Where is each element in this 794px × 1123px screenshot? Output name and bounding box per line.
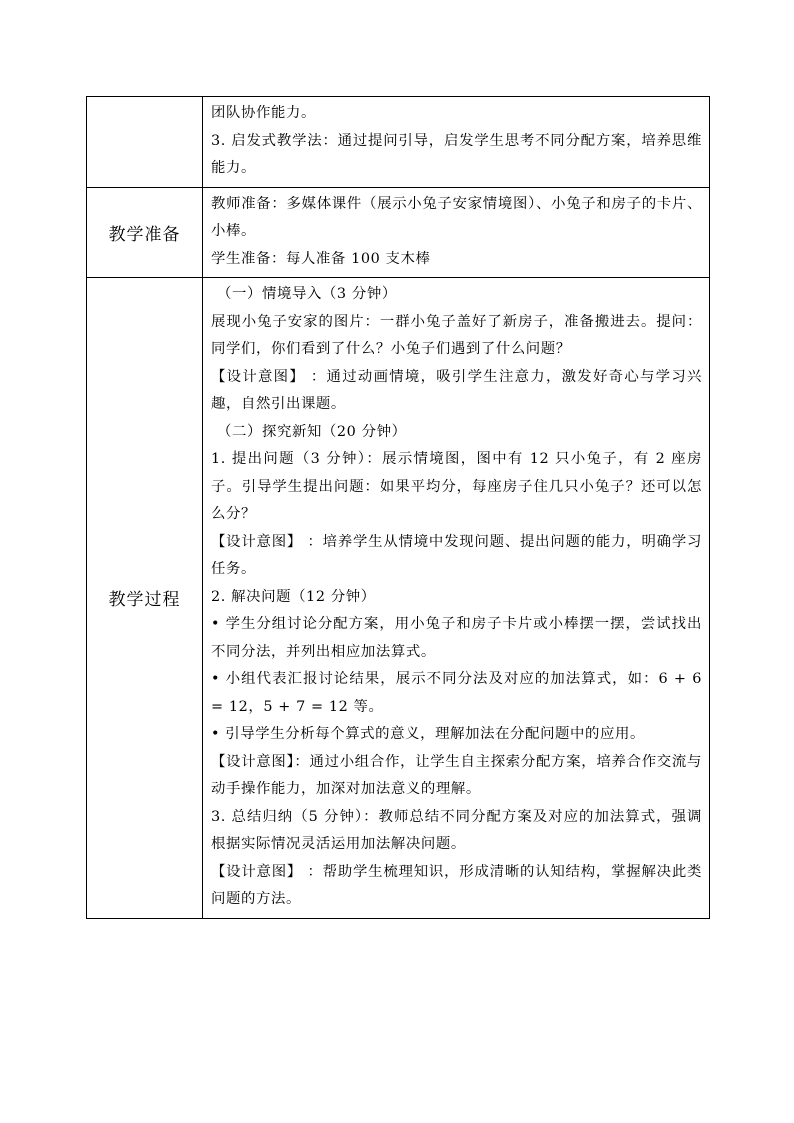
design-intent-paragraph: 【设计意图】 ：培养学生从情境中发现问题、提出问题的能力，明确学习任务。 [211,533,702,577]
table-row [87,187,710,278]
paragraph: 展现小兔子安家的图片：一群小兔子盖好了新房子，准备搬进去。提问：同学们，你们看到了什么？小兔子们遇到了什么问题？ [211,313,702,357]
row-content [203,187,710,278]
paragraph: 3. 总结归纳（5 分钟）：教师总结不同分配方案及对应的加法算式，强调根据实际情况灵活运用加法解决问题。 [211,808,702,852]
row-label-teaching-process: 教学过程 [87,278,203,919]
row-content [203,278,710,919]
table-row [87,97,710,188]
paragraph: 1. 提出问题（3 分钟）：展示情境图，图中有 12 只小兔子，有 2 座房子。引导学生提出问题：如果平均分，每座房子住几只小兔子？还可以怎么分？ [211,451,702,522]
bullet-item: • 引导学生分析每个算式的意义，理解加法在分配问题中的应用。 [211,726,646,742]
lesson-plan-table [86,96,710,919]
paragraph: 3. 启发式教学法：通过提问引导，启发学生思考不同分配方案，培养思维能力。 [211,132,702,176]
design-intent-paragraph: 【设计意图】 ：通过动画情境，吸引学生注意力，激发好奇心与学习兴趣，自然引出课题。 [211,368,702,412]
design-intent-paragraph: 【设计意图】：通过小组合作，让学生自主探索分配方案，培养合作交流与动手操作能力，加深对加法意义的理解。 [211,753,702,797]
section-heading: （二）探究新知（20 分钟） [217,423,407,440]
subsection-heading: 2. 解决问题（12 分钟） [211,588,376,605]
section-heading: （一）情境导入（3 分钟） [217,286,397,302]
row-label-teaching-preparation: 教学准备 [87,187,203,278]
row-label [87,97,203,188]
paragraph: 团队协作能力。 [211,105,316,121]
table-row [87,278,710,919]
bullet-item: • 学生分组讨论分配方案，用小兔子和房子卡片或小棒摆一摆，尝试找出不同分法，并列出相应加法算式。 [211,616,702,660]
paragraph: 教师准备：多媒体课件（展示小兔子安家情境图）、小兔子和房子的卡片、小棒。 [211,195,702,239]
paragraph: 学生准备：每人准备 100 支木棒 [211,250,431,267]
design-intent-paragraph: 【设计意图】 ：帮助学生梳理知识，形成清晰的认知结构，掌握解决此类问题的方法。 [211,863,702,907]
row-content [203,97,710,188]
bullet-item: • 小组代表汇报讨论结果，展示不同分法及对应的加法算式，如：6 + 6 = 12，5 + 7 = 12 等。 [211,671,702,715]
